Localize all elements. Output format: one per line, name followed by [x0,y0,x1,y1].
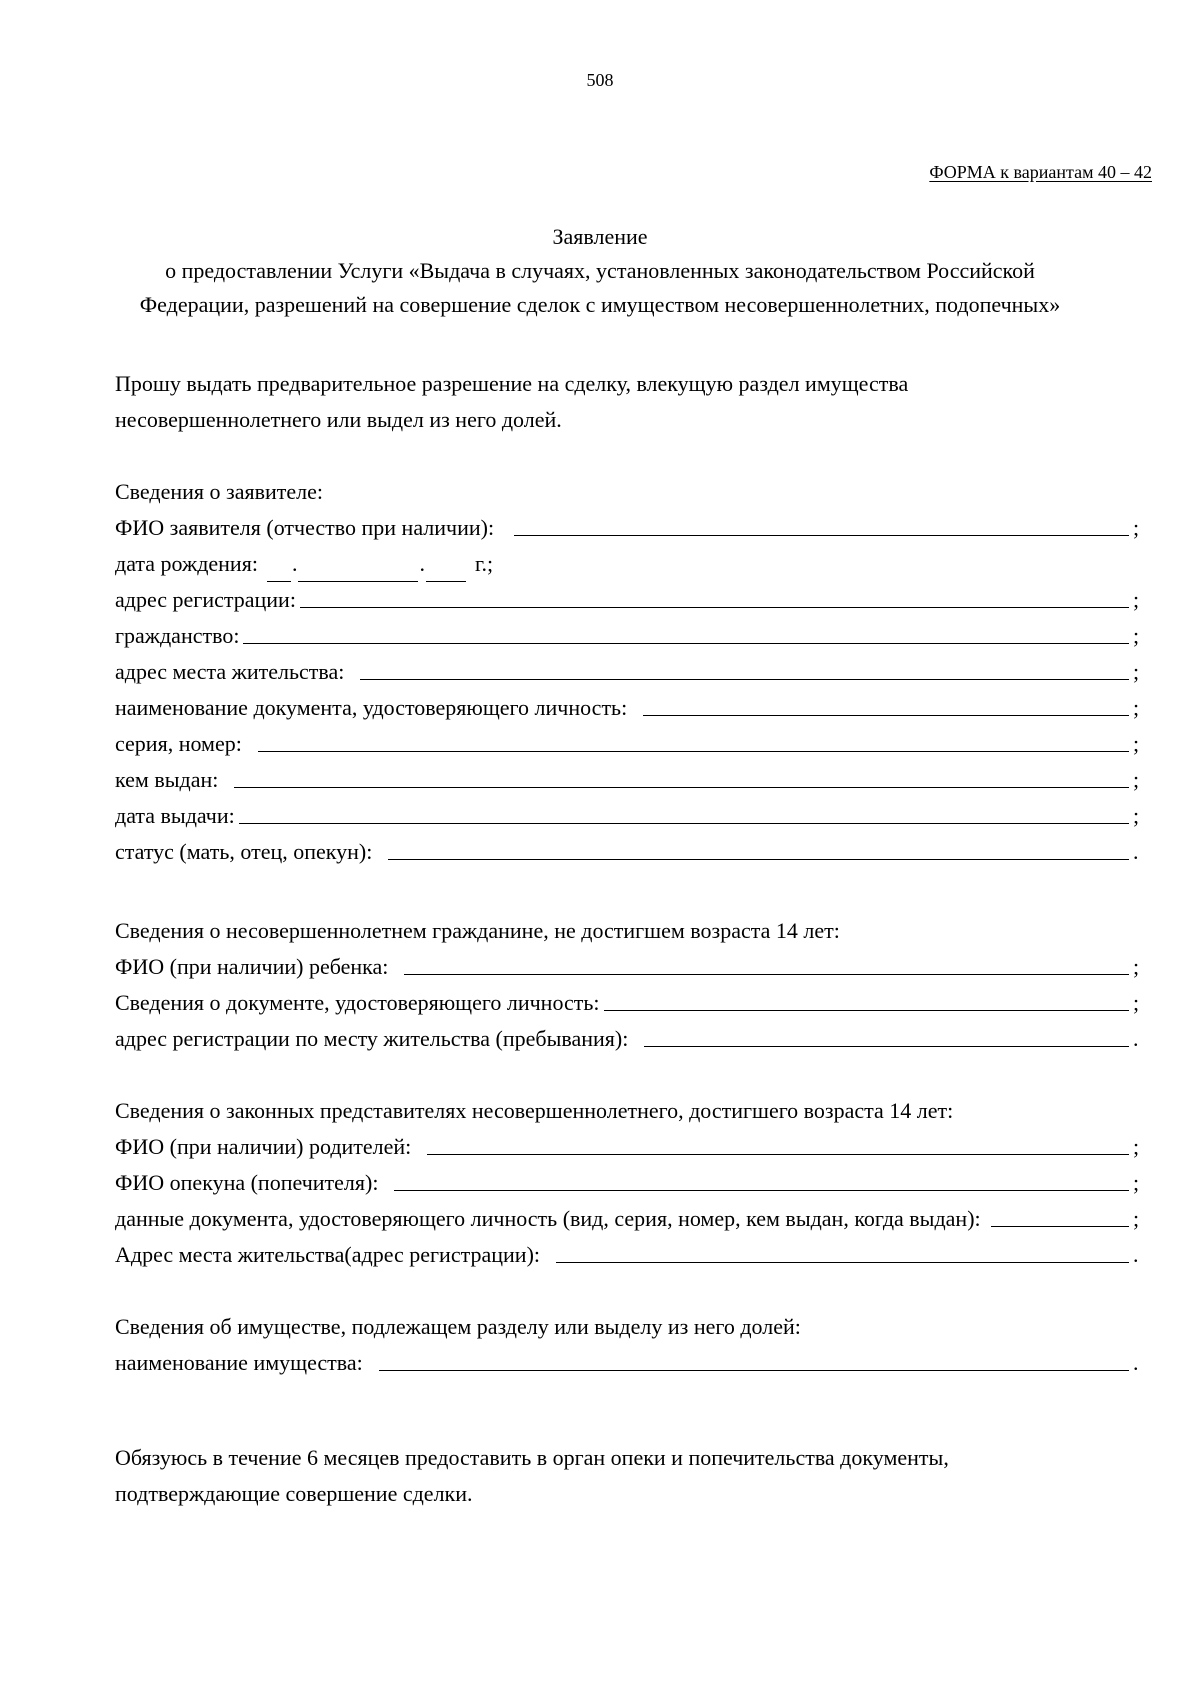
representatives-section [115,1093,1141,1273]
field-label: дата рождения: [115,551,258,576]
child-doc-blank[interactable] [604,1009,1129,1011]
field-label: наименование документа, удостоверяющего личность: [115,695,628,720]
rep-residence-field[interactable] [115,1237,1141,1273]
citizenship-blank[interactable] [243,642,1129,644]
reg-address-blank[interactable] [300,606,1129,608]
field-end: . [1133,1242,1139,1267]
issued-by-blank[interactable] [234,786,1129,788]
parents-fio-field[interactable] [115,1129,1141,1165]
dob-month-blank[interactable] [298,559,418,582]
dob-year-blank[interactable] [426,559,466,582]
status-field[interactable] [115,834,1141,870]
applicant-section [115,474,1141,870]
field-label: ФИО (при наличии) ребенка: [115,954,389,979]
child-reg-address-field[interactable] [115,1021,1141,1057]
issue-date-field[interactable] [115,798,1141,834]
field-end: ; [1133,695,1140,720]
page-number: 508 [586,70,614,90]
field-end: ; [1133,659,1140,684]
applicant-fio-field[interactable] [115,510,1141,546]
dob-sep-2: . [419,551,425,576]
field-end: ; [1133,990,1140,1015]
dob-sep-1: . [291,551,298,576]
field-end: ; [1133,623,1140,648]
rep-residence-blank[interactable] [556,1261,1129,1263]
reg-address-field[interactable] [115,582,1141,618]
field-label: ФИО опекуна (попечителя): [115,1170,379,1195]
field-end: . [1133,1350,1139,1375]
field-end: ; [1133,515,1140,540]
status-blank[interactable] [388,858,1129,860]
field-label: кем выдан: [115,767,219,792]
guardian-fio-field[interactable] [115,1165,1141,1201]
form-reference: ФОРМА к вариантам 40 – 42 [929,162,1152,182]
minor-heading: Сведения о несовершеннолетнем гражданине, не достигшем возраста 14 лет: [115,918,840,943]
field-label: гражданство: [115,623,240,648]
rep-id-doc-blank[interactable] [991,1225,1129,1227]
applicant-heading: Сведения о заявителе: [115,479,324,504]
field-end: ; [1133,1206,1140,1231]
dob-year-suffix: г.; [474,551,494,576]
field-end: ; [1133,587,1140,612]
id-doc-name-blank[interactable] [643,714,1129,716]
field-end: ; [1133,1170,1140,1195]
field-label: наименование имущества: [115,1350,363,1375]
residence-address-field[interactable] [115,654,1141,690]
field-label: дата выдачи: [115,803,235,828]
document-title [80,220,1120,322]
request-paragraph: Прошу выдать предварительное разрешение на сделку, влекущую раздел имущества несовершеннолетнего или выдел из него долей. [115,371,909,432]
id-doc-name-field[interactable] [115,690,1141,726]
title-line-1: Заявление [552,224,648,249]
field-label: ФИО (при наличии) родителей: [115,1134,412,1159]
field-label: ФИО заявителя (отчество при наличии): [115,515,495,540]
field-end: ; [1133,954,1140,979]
closing-paragraph: Обязуюсь в течение 6 месяцев предоставить в орган опеки и попечительства документы, подтверждающие совершение сделки. [115,1445,949,1506]
representatives-heading: Сведения о законных представителях несовершеннолетнего, достигшего возраста 14 лет: [115,1098,954,1123]
title-line-3: Федерации, разрешений на совершение сделок с имуществом несовершеннолетних, подопечных» [139,292,1061,317]
issue-date-blank[interactable] [239,822,1129,824]
field-end: ; [1133,731,1140,756]
property-name-blank[interactable] [379,1369,1129,1371]
field-label: данные документа, удостоверяющего личность (вид, серия, номер, кем выдан, когда выдан): [115,1206,981,1231]
child-fio-blank[interactable] [404,973,1129,975]
field-end: . [1133,1026,1139,1051]
field-label: адрес регистрации: [115,587,296,612]
field-label: адрес регистрации по месту жительства (пребывания): [115,1026,629,1051]
field-label: адрес места жительства: [115,659,345,684]
citizenship-field[interactable] [115,618,1141,654]
field-end: ; [1133,1134,1140,1159]
property-heading: Сведения об имуществе, подлежащем разделу или выделу из него долей: [115,1314,801,1339]
child-fio-field[interactable] [115,949,1141,985]
field-label: статус (мать, отец, опекун): [115,839,373,864]
rep-id-doc-field[interactable] [115,1201,1141,1237]
field-label: серия, номер: [115,731,242,756]
dob-field[interactable] [115,546,1141,582]
fio-blank[interactable] [514,534,1129,536]
child-doc-field[interactable] [115,985,1141,1021]
child-reg-address-blank[interactable] [644,1045,1129,1047]
residence-address-blank[interactable] [360,678,1129,680]
guardian-fio-blank[interactable] [394,1189,1129,1191]
series-number-blank[interactable] [258,750,1129,752]
minor-section [115,913,1141,1057]
field-end: . [1133,839,1139,864]
series-number-field[interactable] [115,726,1141,762]
field-end: ; [1133,767,1140,792]
parents-fio-blank[interactable] [427,1153,1129,1155]
property-name-field[interactable] [115,1345,1141,1381]
field-label: Адрес места жительства(адрес регистрации): [115,1242,541,1267]
field-label: Сведения о документе, удостоверяющего личность: [115,990,600,1015]
issued-by-field[interactable] [115,762,1141,798]
property-section [115,1309,1141,1381]
dob-day-blank[interactable] [267,559,291,582]
field-end: ; [1133,803,1140,828]
title-line-2: о предоставлении Услуги «Выдача в случаях, установленных законодательством Российской [165,258,1035,283]
